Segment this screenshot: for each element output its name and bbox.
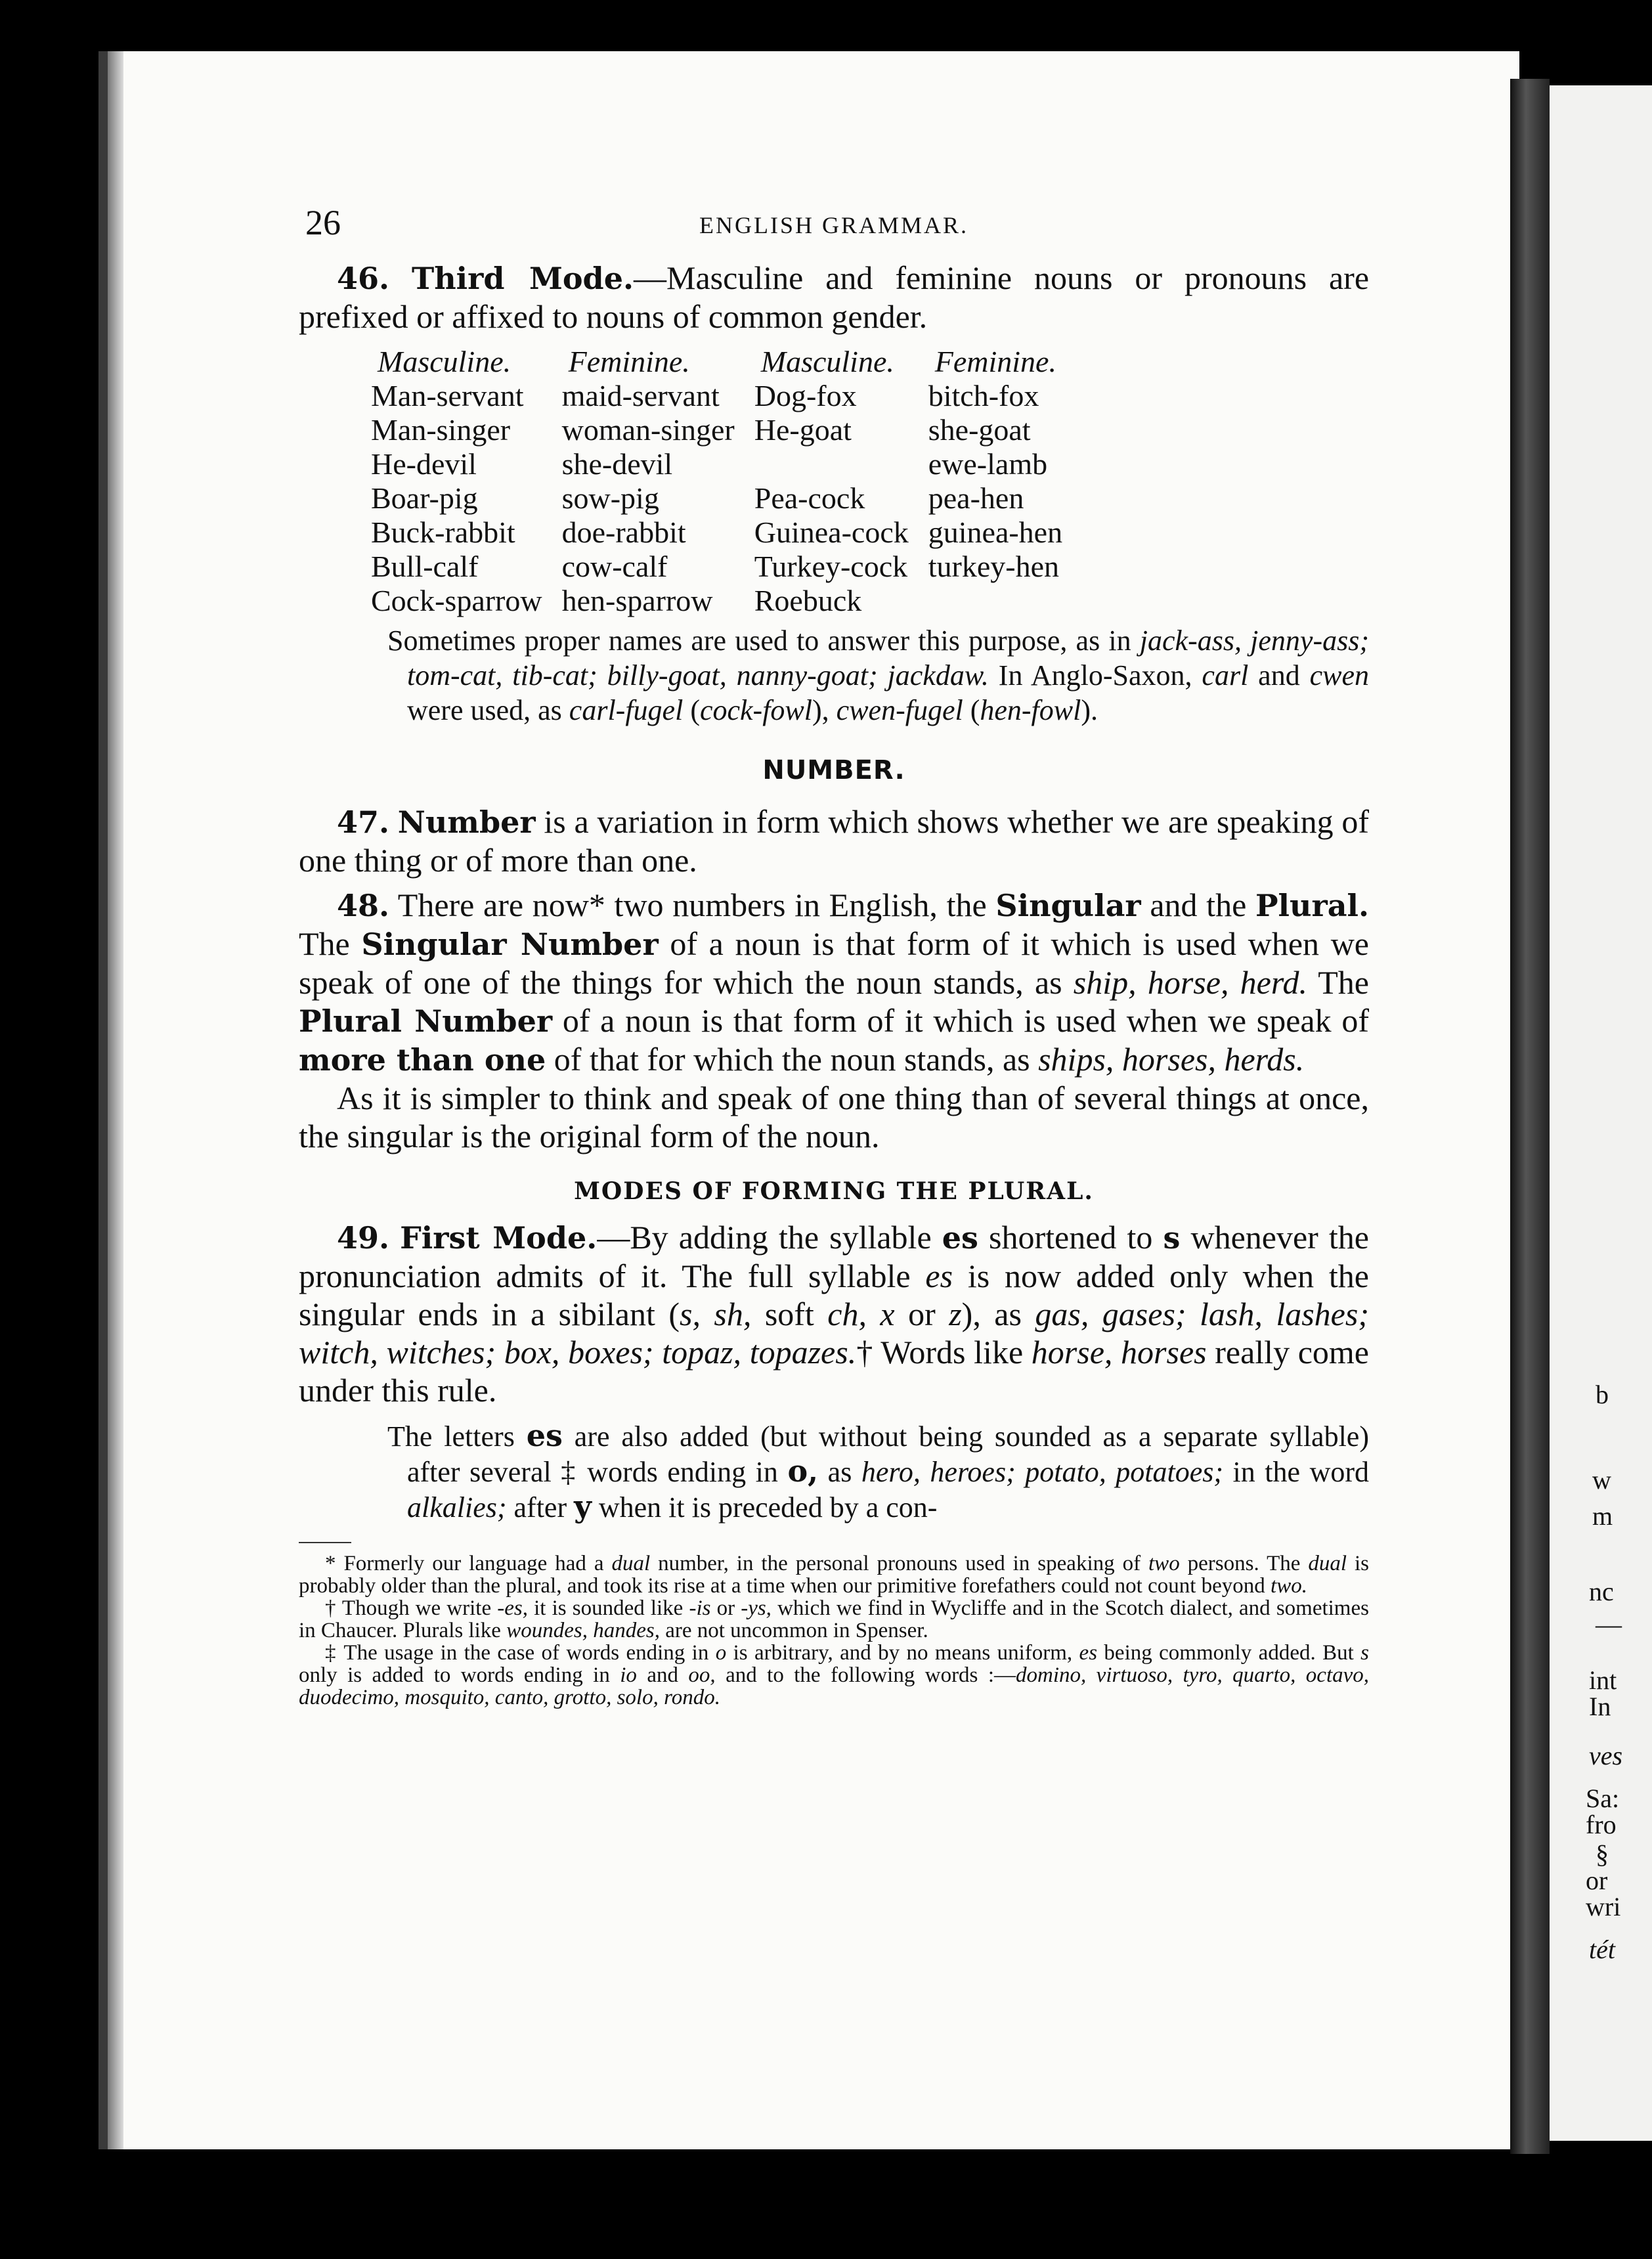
table-row: He-devil she-devil ewe-lamb [371, 447, 1048, 481]
gender-table [371, 345, 1082, 618]
next-page-fragment: tét [1589, 1935, 1615, 1964]
section-47: 47. Number is a variation in form which shows whether we are speaking of one thing or of more than one. [299, 803, 1370, 879]
table-row: Bull-calf cow-calf Turkey-cock turkey-hen [371, 550, 1060, 583]
table-row: Boar-pig sow-pig Pea-cock pea-hen [371, 481, 1024, 515]
next-page-fragment: m [1592, 1501, 1613, 1531]
singular-original-para: As it is simpler to think and speak of one thing than of several things at once, the singular is the original form of the noun. [299, 1080, 1369, 1154]
book-gutter [1510, 79, 1550, 2154]
table-row: Man-servant maid-servant Dog-fox bitch-fox [371, 379, 1039, 412]
next-page-fragment: w [1592, 1465, 1611, 1495]
next-page-fragment: Sa: [1586, 1784, 1620, 1813]
next-page-fragment: ves [1589, 1741, 1623, 1770]
footnote-o-endings: ‡ The usage in the case of words ending in o is arbitrary, and by no means uniform, es being commonly added. But s only is added to words ending in io and oo, and to the following words :—domino, virtuoso, tyro, quarto, octavo, duodecimo, mosquito, canto, grotto, solo, rondo. [299, 1641, 1370, 1709]
letters-es-note: The letters es are also added (but without being sounded as a separate syllable) after several ‡ words ending in o, as hero, heroes; potato, potatoes; in the word alkalies; after y when it is preceded by a con- [387, 1418, 1369, 1524]
next-page-fragment: int [1589, 1665, 1617, 1695]
section-47-term: Number [397, 804, 536, 840]
next-page-fragment: or [1586, 1866, 1608, 1895]
gender-table-header: Masculine. Feminine. Masculine. Feminine. [378, 345, 1056, 378]
next-page-fragment: — [1596, 1610, 1622, 1639]
section-48: 48. There are now* two numbers in English, the Singular and the Plural. The Singular Number of a noun is that form of it which is used when we speak of one of the things for which the noun stands, as ship, horse, herd. The Plural Number of a noun is that form of it which is used when we speak of more than one of that for which the noun stands, as ships, horses, herds. [299, 887, 1369, 1078]
next-page-fragment: In [1589, 1692, 1611, 1721]
section-49: 49. First Mode.—By adding the syllable es shortened to s whenever the pronunciation admits of it. The full syllable es is now added only when the singular ends in a sibilant (s, sh, soft ch, x or z), as gas, gases; lash, lashes; witch, witches; box, boxes; topaz, topazes.† Words like horse, horses really come under this rule. [299, 1219, 1370, 1409]
footnote-es-sound: † Though we write -es, it is sounded like -is or -ys, which we find in Wycliffe and in the Scotch dialect, and sometimes in Chaucer. Plurals like woundes, handes, are not uncommon in Spenser. [299, 1596, 1369, 1642]
page-header [299, 197, 1369, 250]
next-page-fragment: b [1596, 1380, 1609, 1409]
next-page-fragment: wri [1586, 1892, 1621, 1921]
plural-heading: MODES OF FORMING THE PLURAL. [574, 1177, 1094, 1205]
table-row: Buck-rabbit doe-rabbit Guinea-cock guinea-hen [371, 515, 1063, 549]
section-49-title: First Mode. [400, 1220, 598, 1256]
page-number: 26 [305, 203, 341, 242]
section-46-title: Third Mode. [411, 261, 634, 296]
section-46: 46. Third Mode.—Masculine and feminine nouns or pronouns are prefixed or affixed to nouns of common gender. [299, 259, 1370, 335]
next-page-fragment: fro [1586, 1810, 1617, 1839]
page-content [299, 197, 1369, 1709]
proper-names-note: Sometimes proper names are used to answer this purpose, as in jack-ass, jenny-ass; tom-cat, tib-cat; billy-goat, nanny-goat; jackdaw. In Anglo-Saxon, carl and cwen were used, as carl-fugel (cock-fowl), cwen-fugel (hen-fowl). [387, 625, 1369, 726]
next-page-fragment: § [1596, 1839, 1609, 1869]
footnote-divider [299, 1542, 351, 1543]
table-row: Man-singer woman-singer He-goat she-goat [371, 413, 1031, 447]
table-row: Cock-sparrow hen-sparrow Roebuck [371, 584, 862, 617]
number-heading: NUMBER. [762, 755, 905, 785]
footnote-dual: * Formerly our language had a dual number, in the personal pronouns used in speaking of two persons. The dual is probably older than the plural, and took its rise at a time when our primitive forefathers could not count beyond two. [299, 1552, 1369, 1598]
next-page-fragment: nc [1589, 1577, 1614, 1606]
running-title: ENGLISH GRAMMAR. [699, 212, 969, 238]
